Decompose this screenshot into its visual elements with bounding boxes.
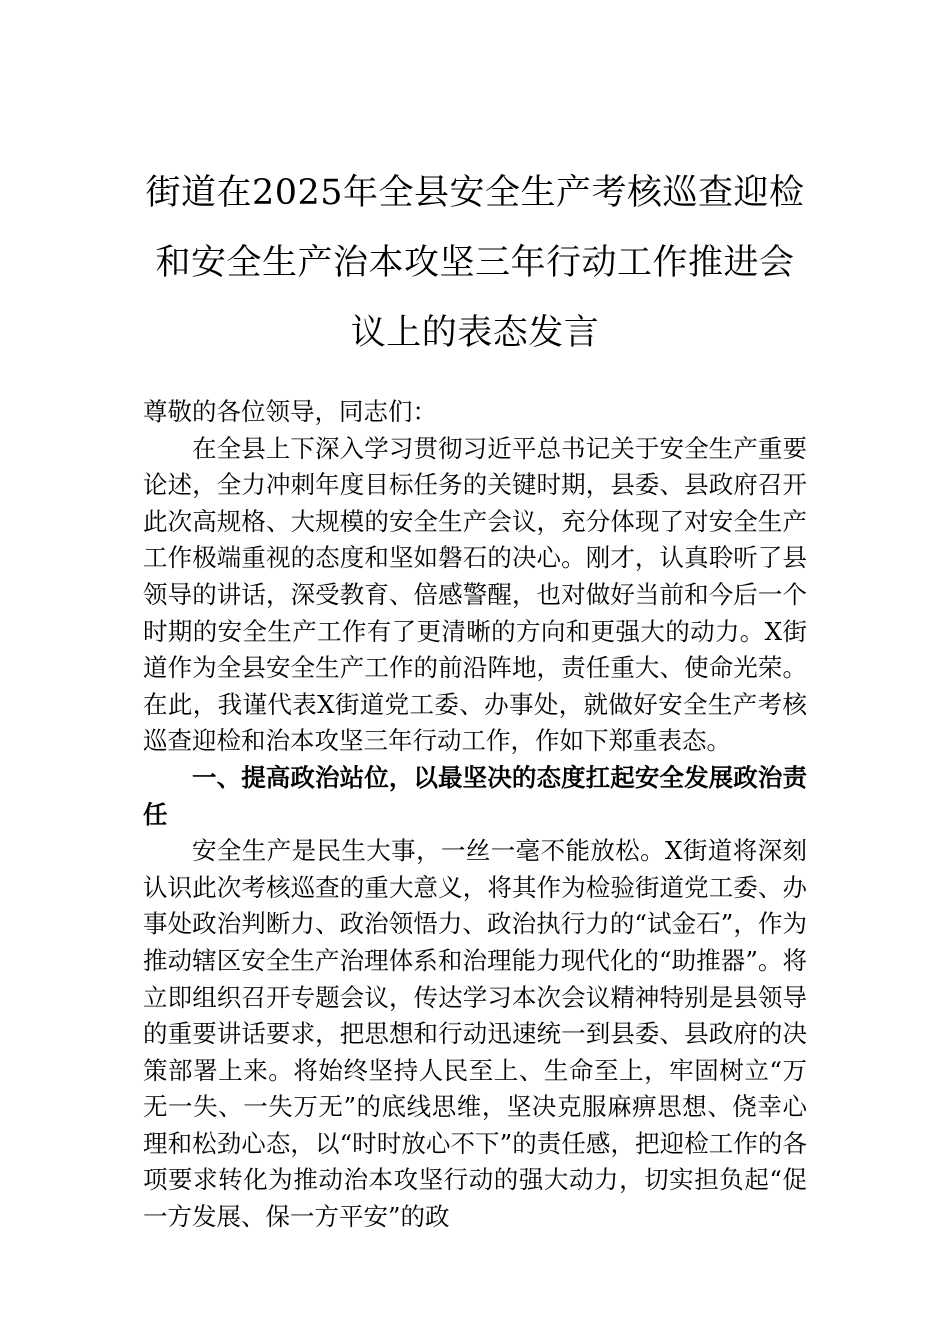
document-body: [143, 394, 807, 1236]
opening-paragraph: 在全县上下深入学习贯彻习近平总书记关于安全生产重要论述，全力冲刺年度目标任务的关键时期，县委、县政府召开此次高规格、大规模的安全生产会议，充分体现了对安全生产工作极端重视的态度和坚如磐石的决心。刚才，认真聆听了县领导的讲话，深受教育、倍感警醒，也对做好当前和今后一个时期的安全生产工作有了更清晰的方向和更强大的动力。X街道作为全县安全生产工作的前沿阵地，责任重大、使命光荣。在此，我谨代表X街道党工委、办事处，就做好安全生产考核巡查迎检和治本攻坚三年行动工作，作如下郑重表态。: [143, 433, 807, 756]
title-line-2: 和安全生产治本攻坚三年行动工作推进会: [155, 243, 795, 283]
section-paragraph: 安全生产是民生大事，一丝一毫不能放松。X街道将深刻认识此次考核巡查的重大意义，将其作为检验街道党工委、办事处政治判断力、政治领悟力、政治执行力的“试金石”，作为推动辖区安全生产治理体系和治理能力现代化的“助推器”。将立即组织召开专题会议，传达学习本次会议精神特别是县领导的重要讲话要求，把思想和行动迅速统一到县委、县政府的决策部署上来。将始终坚持人民至上、生命至上，牢固树立“万无一失、一失万无”的底线思维，坚决克服麻痹思想、侥幸心理和松劲心态，以“时时放心不下”的责任感，把迎检工作的各项要求转化为推动治本攻坚行动的强大动力，切实担负起“促一方发展、保一方平安”的政: [143, 836, 807, 1232]
document-title: [140, 158, 810, 368]
section-heading: 一、提高政治站位，以最坚决的态度扛起安全发展政治责任: [143, 762, 807, 829]
title-line-1: 街道在2025年全县安全生产考核巡查迎检: [145, 173, 805, 213]
title-line-3: 议上的表态发言: [350, 313, 600, 353]
salutation: 尊敬的各位领导，同志们：: [143, 397, 437, 426]
